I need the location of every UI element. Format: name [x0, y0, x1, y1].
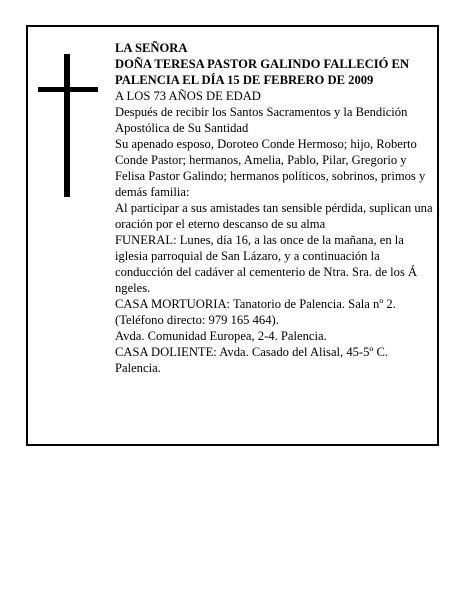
mortuary-address: Avda. Comunidad Europea, 2-4. Palencia. [115, 329, 327, 343]
cross-horizontal-bar [38, 87, 98, 92]
cross-icon [38, 54, 98, 197]
sacraments-paragraph: Después de recibir los Santos Sacramentos y la Bendición Apostólica de Su Santidad [115, 105, 408, 135]
family-paragraph: Su apenado esposo, Doroteo Conde Hermoso; hijo, Roberto Conde Pastor; hermanos, Amelia, Pablo, Pilar, Gregorio y Felisa Pastor Galindo; hermanos políticos, sobrinos, primos y demás familia: [115, 137, 426, 199]
notice-text [115, 40, 433, 376]
cross-vertical-bar [64, 54, 70, 197]
prayer-request-paragraph: Al participar a sus amistades tan sensible pérdida, suplican una oración por el eterno descanso de su alma [115, 201, 433, 231]
mortuary-paragraph: CASA MORTUORIA: Tanatorio de Palencia. Sala nº 2. (Teléfono directo: 979 165 464). [115, 297, 396, 327]
family-home-paragraph: CASA DOLIENTE: Avda. Casado del Alisal, 45-5º C. Palencia. [115, 345, 389, 375]
age-line: A LOS 73 AÑOS DE EDAD [115, 89, 261, 103]
deceased-name: DOÑA TERESA PASTOR GALINDO FALLECIÓ EN PALENCIA EL DÍA 15 DE FEBRERO DE 2009 [115, 57, 410, 87]
funeral-paragraph: FUNERAL: Lunes, día 16, a las once de la mañana, en la iglesia parroquial de San Lázaro, y a continuación la conducción del cadáver al cementerio de Ntra. Sra. de los Á ngeles. [115, 233, 418, 295]
notice-title: LA SEÑORA [115, 41, 188, 55]
obituary-notice [26, 25, 439, 446]
